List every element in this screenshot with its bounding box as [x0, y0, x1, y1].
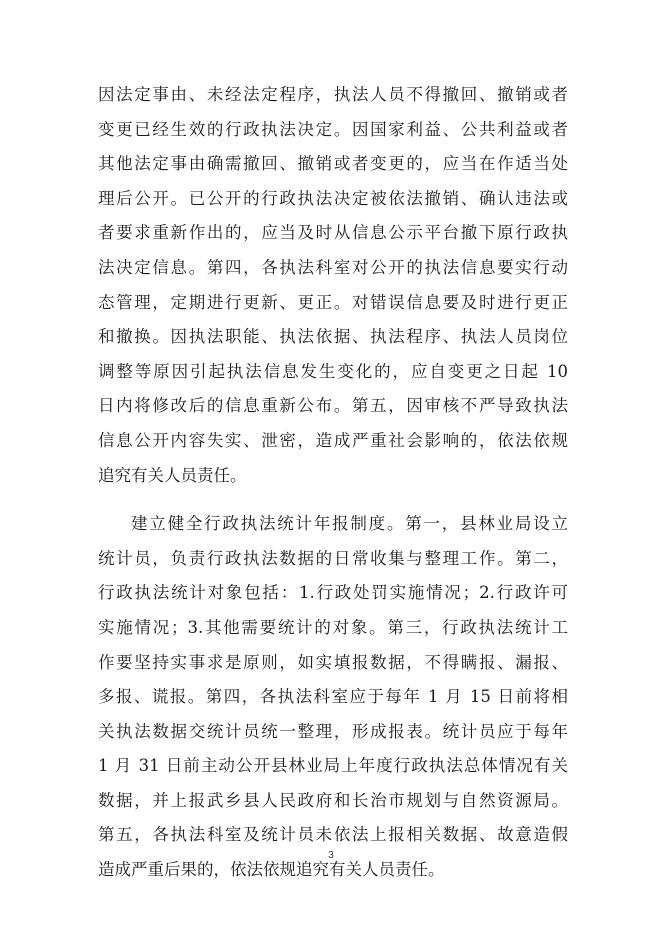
text-line: 态管理，定期进行更新、更正。对错误信息要及时进行更正	[98, 292, 568, 312]
text-line: 建立健全行政执法统计年报制度。第一，县林业局设立	[131, 514, 568, 534]
text-line: 作要坚持实事求是原则，如实填报数据，不得瞒报、漏报、	[98, 652, 568, 672]
text-line: 变更已经生效的行政执法决定。因国家利益、公共利益或者	[98, 119, 568, 139]
text-line: 调整等原因引起执法信息发生变化的，应自变更之日起 10	[98, 361, 568, 381]
text-line: 信息公开内容失实、泄密，造成严重社会影响的，依法依规	[98, 430, 568, 450]
text-line: 因法定事由、未经法定程序，执法人员不得撤回、撤销或者	[98, 85, 568, 104]
text-line: 多报、谎报。第四，各执法科室应于每年 1 月 15 日前将相	[98, 687, 568, 707]
paragraph-spacer	[98, 493, 568, 507]
text-line: 其他法定事由确需撤回、撤销或者变更的，应当在作适当处	[98, 154, 568, 174]
text-line: 关执法数据交统计员统一整理，形成报表。统计员应于每年	[98, 721, 568, 741]
text-line: 和撤换。因执法职能、执法依据、执法程序、执法人员岗位	[98, 327, 568, 347]
text-line: 者要求重新作出的，应当及时从信息公示平台撤下原行政执	[98, 223, 568, 243]
page-number: 3	[328, 850, 334, 861]
paragraph-1	[98, 78, 568, 493]
paragraph-2	[98, 507, 568, 888]
text-line: 追究有关人员责任。	[98, 465, 247, 485]
text-line: 行政执法统计对象包括：1.行政处罚实施情况；2.行政许可	[98, 583, 568, 603]
text-line: 法决定信息。第四，各执法科室对公开的执法信息要实行动	[98, 257, 568, 277]
body-text	[98, 78, 568, 888]
text-line: 数据，并上报武乡县人民政府和长治市规划与自然资源局。	[98, 790, 568, 810]
text-line: 造成严重后果的，依法依规追究有关人员责任。	[98, 860, 445, 880]
text-line: 第五，各执法科室及统计员未依法上报相关数据、故意造假	[98, 825, 568, 845]
text-line: 日内将修改后的信息重新公布。第五，因审核不严导致执法	[98, 396, 568, 416]
text-line: 实施情况；3.其他需要统计的对象。第三，行政执法统计工	[98, 617, 568, 637]
text-line: 理后公开。已公开的行政执法决定被依法撤销、确认违法或	[98, 188, 568, 208]
text-line: 1 月 31 日前主动公开县林业局上年度行政执法总体情况有关	[98, 756, 568, 776]
text-line: 统计员，负责行政执法数据的日常收集与整理工作。第二，	[98, 548, 568, 568]
